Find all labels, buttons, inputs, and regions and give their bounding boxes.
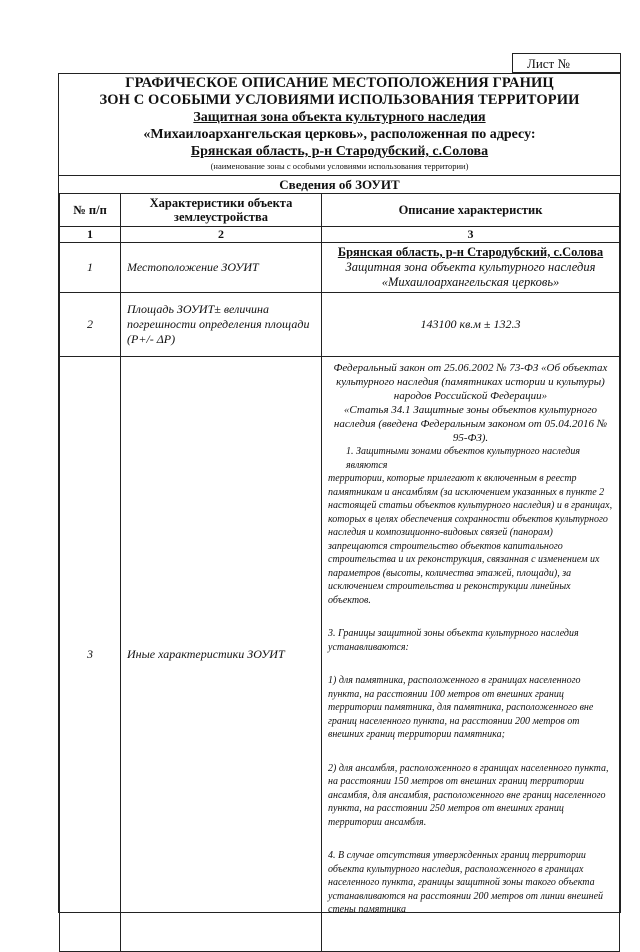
column-number-2: 2 [121,227,322,243]
document-header [59,74,620,172]
sheet-number-box [512,53,621,73]
column-number-1: 1 [60,227,121,243]
table-row [60,357,620,952]
clause-1-text: территории, которые прилегают к включенным в реестр памятникам и ансамблям (за исключением указанных в пункте 2 настоящей статьи объектов культурного наследия) и в границах, которых в целях обеспечения сохранности объектов культурного наследия и композиционно-видовых связей (панорам) запрещаются строительство объектов капитального строительства и их реконструкция, связанная с изменением их параметров (высоты, количества этажей, площади), за исключением строительства и реконструкции линейных объектов. [328,473,613,606]
location-address: Брянская область, р-н Стародубский, с.Солова [337,245,604,259]
header-title-line2: ЗОН С ОСОБЫМИ УСЛОВИЯМИ ИСПОЛЬЗОВАНИЯ ТЕРРИТОРИИ [99,92,580,108]
clause-3-item-2: 2) для ансамбля, расположенного в границах населенного пункта, на расстоянии 150 метров от внешних границ территории ансамбля, для ансамбля, расположенного вне границ населенного пункта, на расстоянии 250 метров от внешних границ территории ансамбля. [328,762,609,828]
zone-type: Защитная зона объекта культурного наследия [193,110,486,125]
clause-3-heading: 3. Границы защитной зоны объекта культурного наследия устанавливаются: [328,628,579,653]
table-header-row [60,194,620,227]
object-name: «Михаилоархангельская церковь», расположенная по адресу: [143,127,536,142]
row-number: 2 [60,293,121,357]
clause-3-item-1: 1) для памятника, расположенного в границах населенного пункта, на расстоянии 100 метров от внешних границ территории памятника, для памятника, расположенного вне границ населенного пункта, на расстоянии 200 метров от внешних границ территории памятника; [328,675,594,740]
law-article: «Статья 34.1 Защитные зоны объектов культурного наследия (введена Федеральным законом от 05.04.2016 № 95-ФЗ). [333,404,608,444]
clause-1-heading: 1. Защитными зонами объектов культурного наследия являются [346,446,581,471]
header-note: (наименование зоны с особыми условиями использования территории) [210,161,469,171]
header-number: № п/п [60,194,121,227]
sheet-number-label: Лист № [527,56,570,71]
row-number: 1 [60,243,121,293]
row-label: Местоположение ЗОУИТ [121,243,322,293]
law-reference: Федеральный закон от 25.06.2002 № 73-ФЗ «Об объектах культурного наследия (памятниках истории и культуры) народов Российской Федерации» [333,362,608,402]
row-number: 3 [60,357,121,952]
header-title-line1: ГРАФИЧЕСКОЕ ОПИСАНИЕ МЕСТОПОЛОЖЕНИЯ ГРАНИЦ [125,75,554,91]
row-label: Площадь ЗОУИТ± величина погрешности определения площади (P+/- ΔP) [121,293,322,357]
column-number-3: 3 [322,227,620,243]
row-value [322,243,620,293]
header-characteristic: Характеристики объекта землеустройства [121,194,322,227]
table-row [60,243,620,293]
section-title: Сведения об ЗОУИТ [59,175,620,193]
document-frame [58,73,621,913]
location-zone: Защитная зона объекта культурного наследия «Михаилоархангельская церковь» [345,260,596,289]
area-value: 143100 кв.м ± 132.3 [322,293,620,357]
row-label: Иные характеристики ЗОУИТ [121,357,322,952]
column-number-row [60,227,620,243]
row-value [322,357,620,952]
table-row [60,293,620,357]
characteristics-table [59,193,620,952]
clause-4-text: 4. В случае отсутствия утвержденных границ территории объекта культурного наследия, расположенного в границах населенного пункта, границы защитной зоны такого объекта устанавливаются на расстоянии 200 метров от линии внешней стены памятника [328,850,604,915]
object-address: Брянская область, р-н Стародубский, с.Солова [190,144,489,159]
header-description: Описание характеристик [322,194,620,227]
